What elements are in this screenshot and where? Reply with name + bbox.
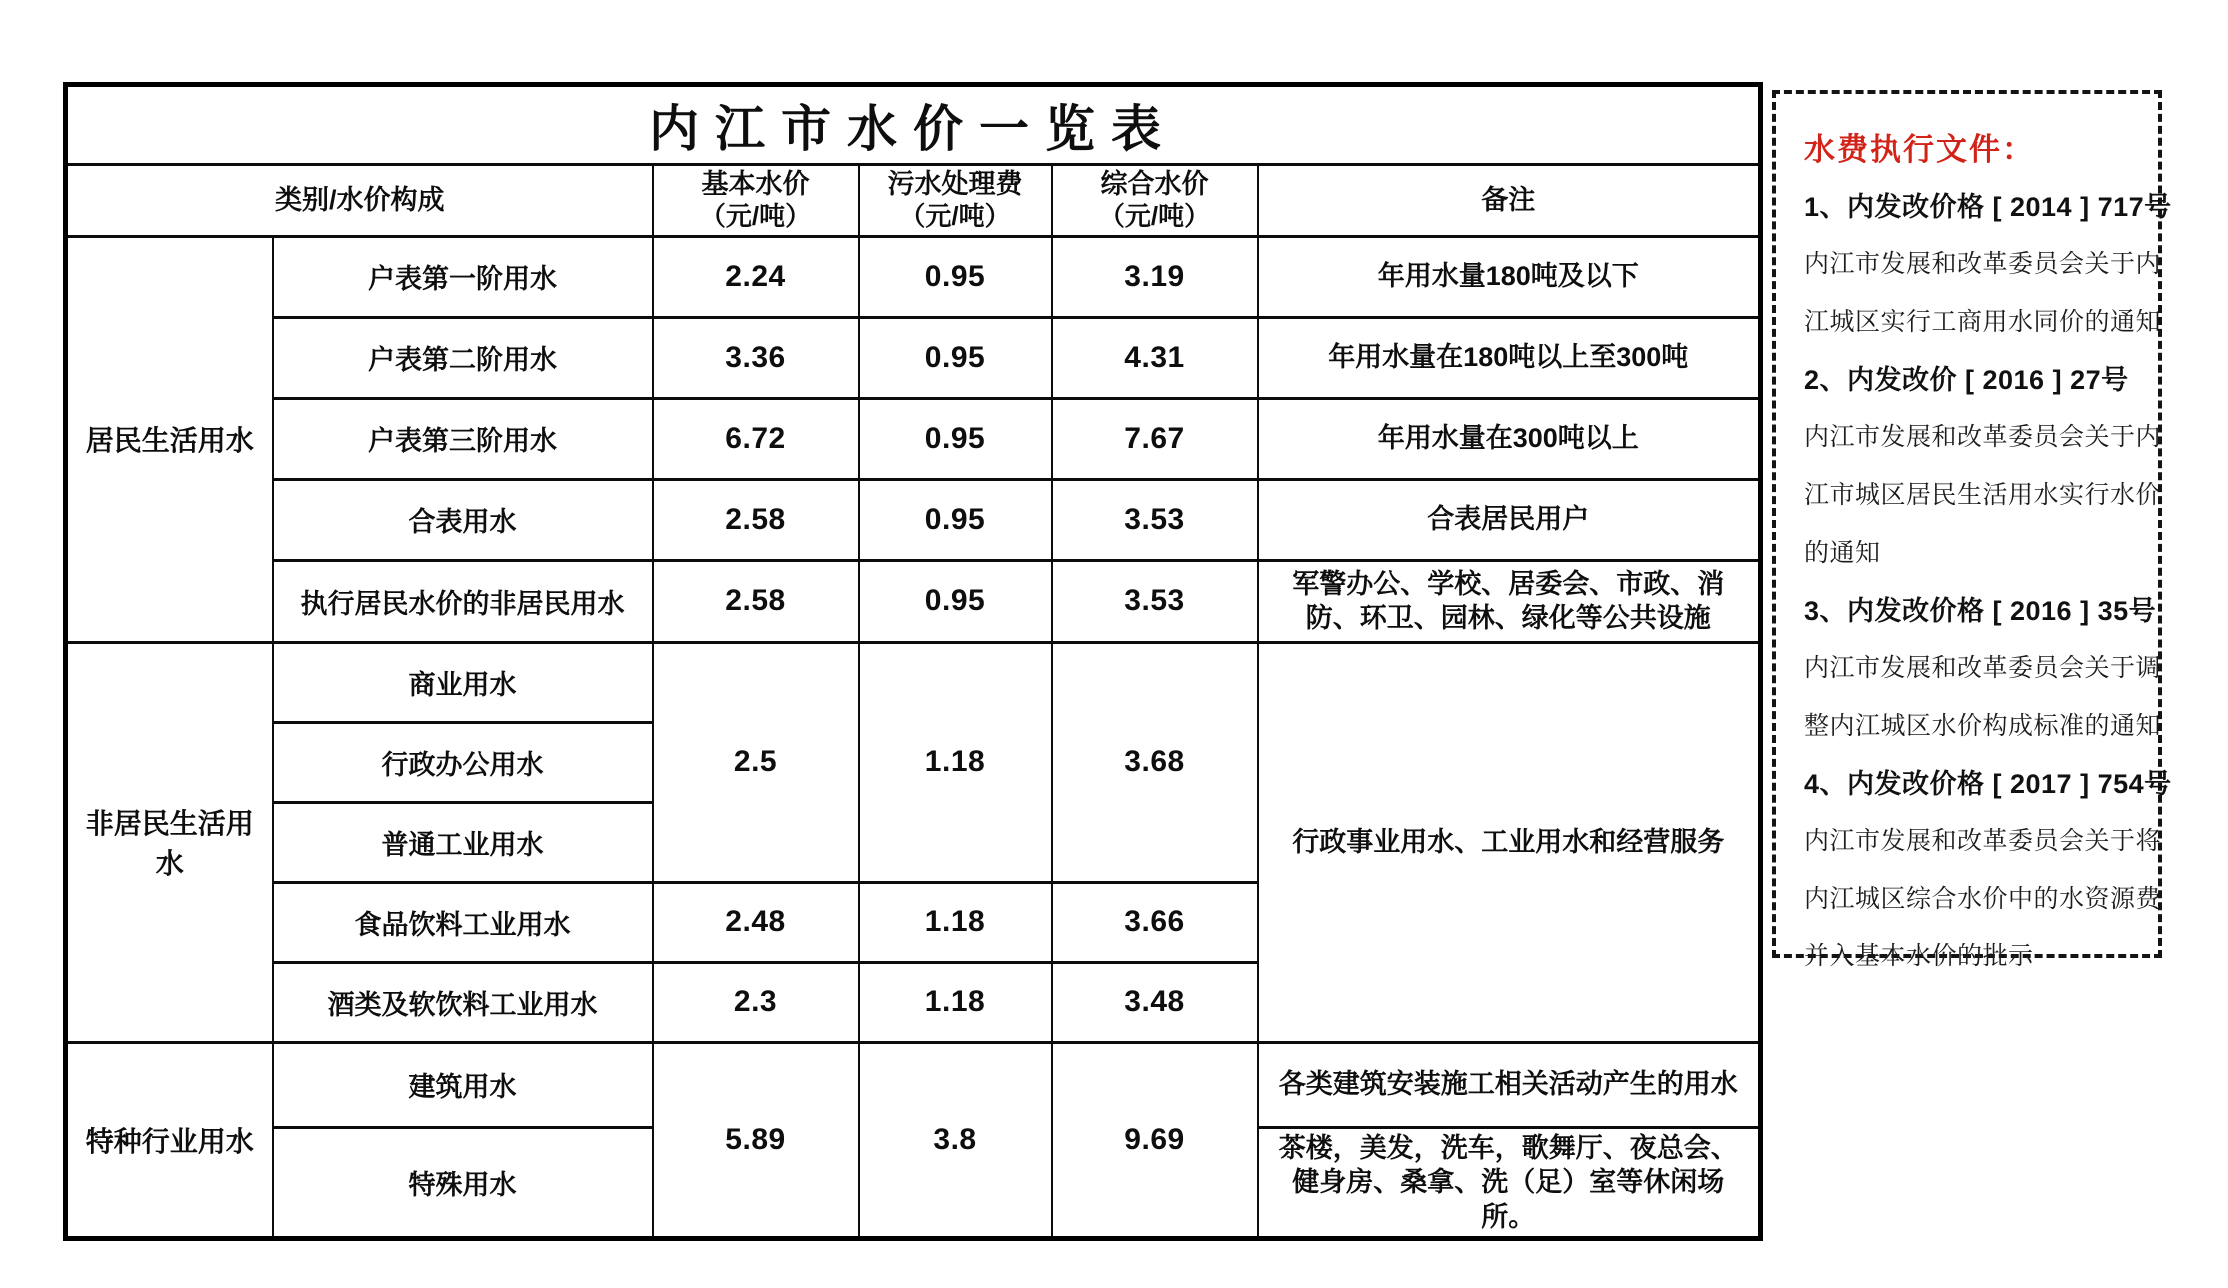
- subcat-cell: 商业用水: [273, 642, 653, 722]
- num-cell: 5.89: [653, 1042, 859, 1239]
- table-title-row: [66, 85, 1761, 165]
- subcat-cell: 特殊用水: [273, 1127, 653, 1239]
- num-cell: 2.58: [653, 560, 859, 642]
- num-cell: 0.95: [859, 479, 1052, 560]
- sidebar-document-number: 4、内发改价格 [ 2017 ] 754号: [1804, 768, 2172, 799]
- page-title: 内江市水价一览表: [66, 85, 1761, 165]
- water-fee-documents-panel: [1772, 90, 2172, 971]
- note-cell: 行政事业用水、工业用水和经营服务: [1258, 642, 1761, 1042]
- subcat-cell: 执行居民水价的非居民用水: [273, 560, 653, 642]
- table-row-3: [66, 479, 1761, 560]
- sidebar-document-text: 并入基本水价的批示: [1804, 942, 2034, 971]
- subcat-cell: 行政办公用水: [273, 722, 653, 802]
- num-cell: 2.24: [653, 236, 859, 317]
- subcat-cell: 户表第三阶用水: [273, 398, 653, 479]
- table-row-1: [66, 317, 1761, 398]
- subcat-cell: 建筑用水: [273, 1042, 653, 1127]
- num-cell: 3.8: [859, 1042, 1052, 1239]
- column-header-3: 综合水价 （元/吨）: [1052, 165, 1258, 237]
- sidebar-document-number: 3、内发改价格 [ 2016 ] 35号: [1804, 595, 2157, 626]
- num-cell: 3.36: [653, 317, 859, 398]
- sidebar-document-text: 内江市发展和改革委员会关于调: [1804, 654, 2162, 683]
- sidebar-document-text: 的通知: [1804, 538, 1881, 567]
- num-cell: 3.53: [1052, 560, 1258, 642]
- subcat-cell: 户表第一阶用水: [273, 236, 653, 317]
- table-row-4: [66, 560, 1761, 642]
- note-cell: 军警办公、学校、居委会、市政、消防、环卫、园林、绿化等公共设施: [1258, 560, 1761, 642]
- note-cell: 合表居民用户: [1258, 479, 1761, 560]
- num-cell: 9.69: [1052, 1042, 1258, 1239]
- num-cell: 3.68: [1052, 642, 1258, 882]
- sidebar-document-text: 内江城区综合水价中的水资源费: [1804, 884, 2162, 913]
- table-header-row: [66, 165, 1761, 237]
- group-cell: 居民生活用水: [66, 236, 273, 642]
- note-cell: 茶楼，美发，洗车，歌舞厅、夜总会、健身房、桑拿、洗（足）室等休闲场所。: [1258, 1127, 1761, 1239]
- subcat-cell: 普通工业用水: [273, 802, 653, 882]
- sidebar-title: 水费执行文件：: [1804, 132, 2035, 168]
- num-cell: 0.95: [859, 560, 1052, 642]
- sidebar-document-text: 内江市发展和改革委员会关于将: [1804, 827, 2162, 856]
- column-header-2: 污水处理费 （元/吨）: [859, 165, 1052, 237]
- subcat-cell: 户表第二阶用水: [273, 317, 653, 398]
- table-row-2: [66, 398, 1761, 479]
- subcat-cell: 合表用水: [273, 479, 653, 560]
- num-cell: 3.19: [1052, 236, 1258, 317]
- table-row-5: [66, 642, 1761, 722]
- sidebar-document-text: 整内江城区水价构成标准的通知: [1804, 711, 2162, 740]
- column-header-4: 备注: [1258, 165, 1761, 237]
- note-cell: 年用水量在180吨以上至300吨: [1258, 317, 1761, 398]
- sidebar-document-text: 江城区实行工商用水同价的通知: [1804, 307, 2162, 336]
- group-cell: 特种行业用水: [66, 1042, 273, 1239]
- sidebar-document-text: 江市城区居民生活用水实行水价: [1804, 480, 2162, 509]
- num-cell: 1.18: [859, 962, 1052, 1042]
- num-cell: 1.18: [859, 882, 1052, 962]
- subcat-cell: 酒类及软饮料工业用水: [273, 962, 653, 1042]
- note-cell: 年用水量在300吨以上: [1258, 398, 1761, 479]
- num-cell: 3.48: [1052, 962, 1258, 1042]
- table-row-0: [66, 236, 1761, 317]
- num-cell: 0.95: [859, 236, 1052, 317]
- group-cell: 非居民生活用水: [66, 642, 273, 1042]
- num-cell: 6.72: [653, 398, 859, 479]
- column-header-1: 基本水价 （元/吨）: [653, 165, 859, 237]
- num-cell: 3.53: [1052, 479, 1258, 560]
- subcat-cell: 食品饮料工业用水: [273, 882, 653, 962]
- sidebar-document-number: 1、内发改价格 [ 2014 ] 717号: [1804, 192, 2172, 223]
- column-header-0: 类别/水价构成: [66, 165, 653, 237]
- num-cell: 2.3: [653, 962, 859, 1042]
- num-cell: 7.67: [1052, 398, 1258, 479]
- sidebar-document-text: 内江市发展和改革委员会关于内: [1804, 250, 2162, 279]
- num-cell: 1.18: [859, 642, 1052, 882]
- sidebar-document-text: 内江市发展和改革委员会关于内: [1804, 423, 2162, 452]
- num-cell: 0.95: [859, 317, 1052, 398]
- sidebar-document-number: 2、内发改价 [ 2016 ] 27号: [1804, 365, 2129, 396]
- num-cell: 2.48: [653, 882, 859, 962]
- num-cell: 2.5: [653, 642, 859, 882]
- table-row-10: [66, 1042, 1761, 1127]
- num-cell: 0.95: [859, 398, 1052, 479]
- num-cell: 2.58: [653, 479, 859, 560]
- note-cell: 年用水量180吨及以下: [1258, 236, 1761, 317]
- water-price-table: [63, 82, 1763, 1241]
- num-cell: 3.66: [1052, 882, 1258, 962]
- note-cell: 各类建筑安装施工相关活动产生的用水: [1258, 1042, 1761, 1127]
- num-cell: 4.31: [1052, 317, 1258, 398]
